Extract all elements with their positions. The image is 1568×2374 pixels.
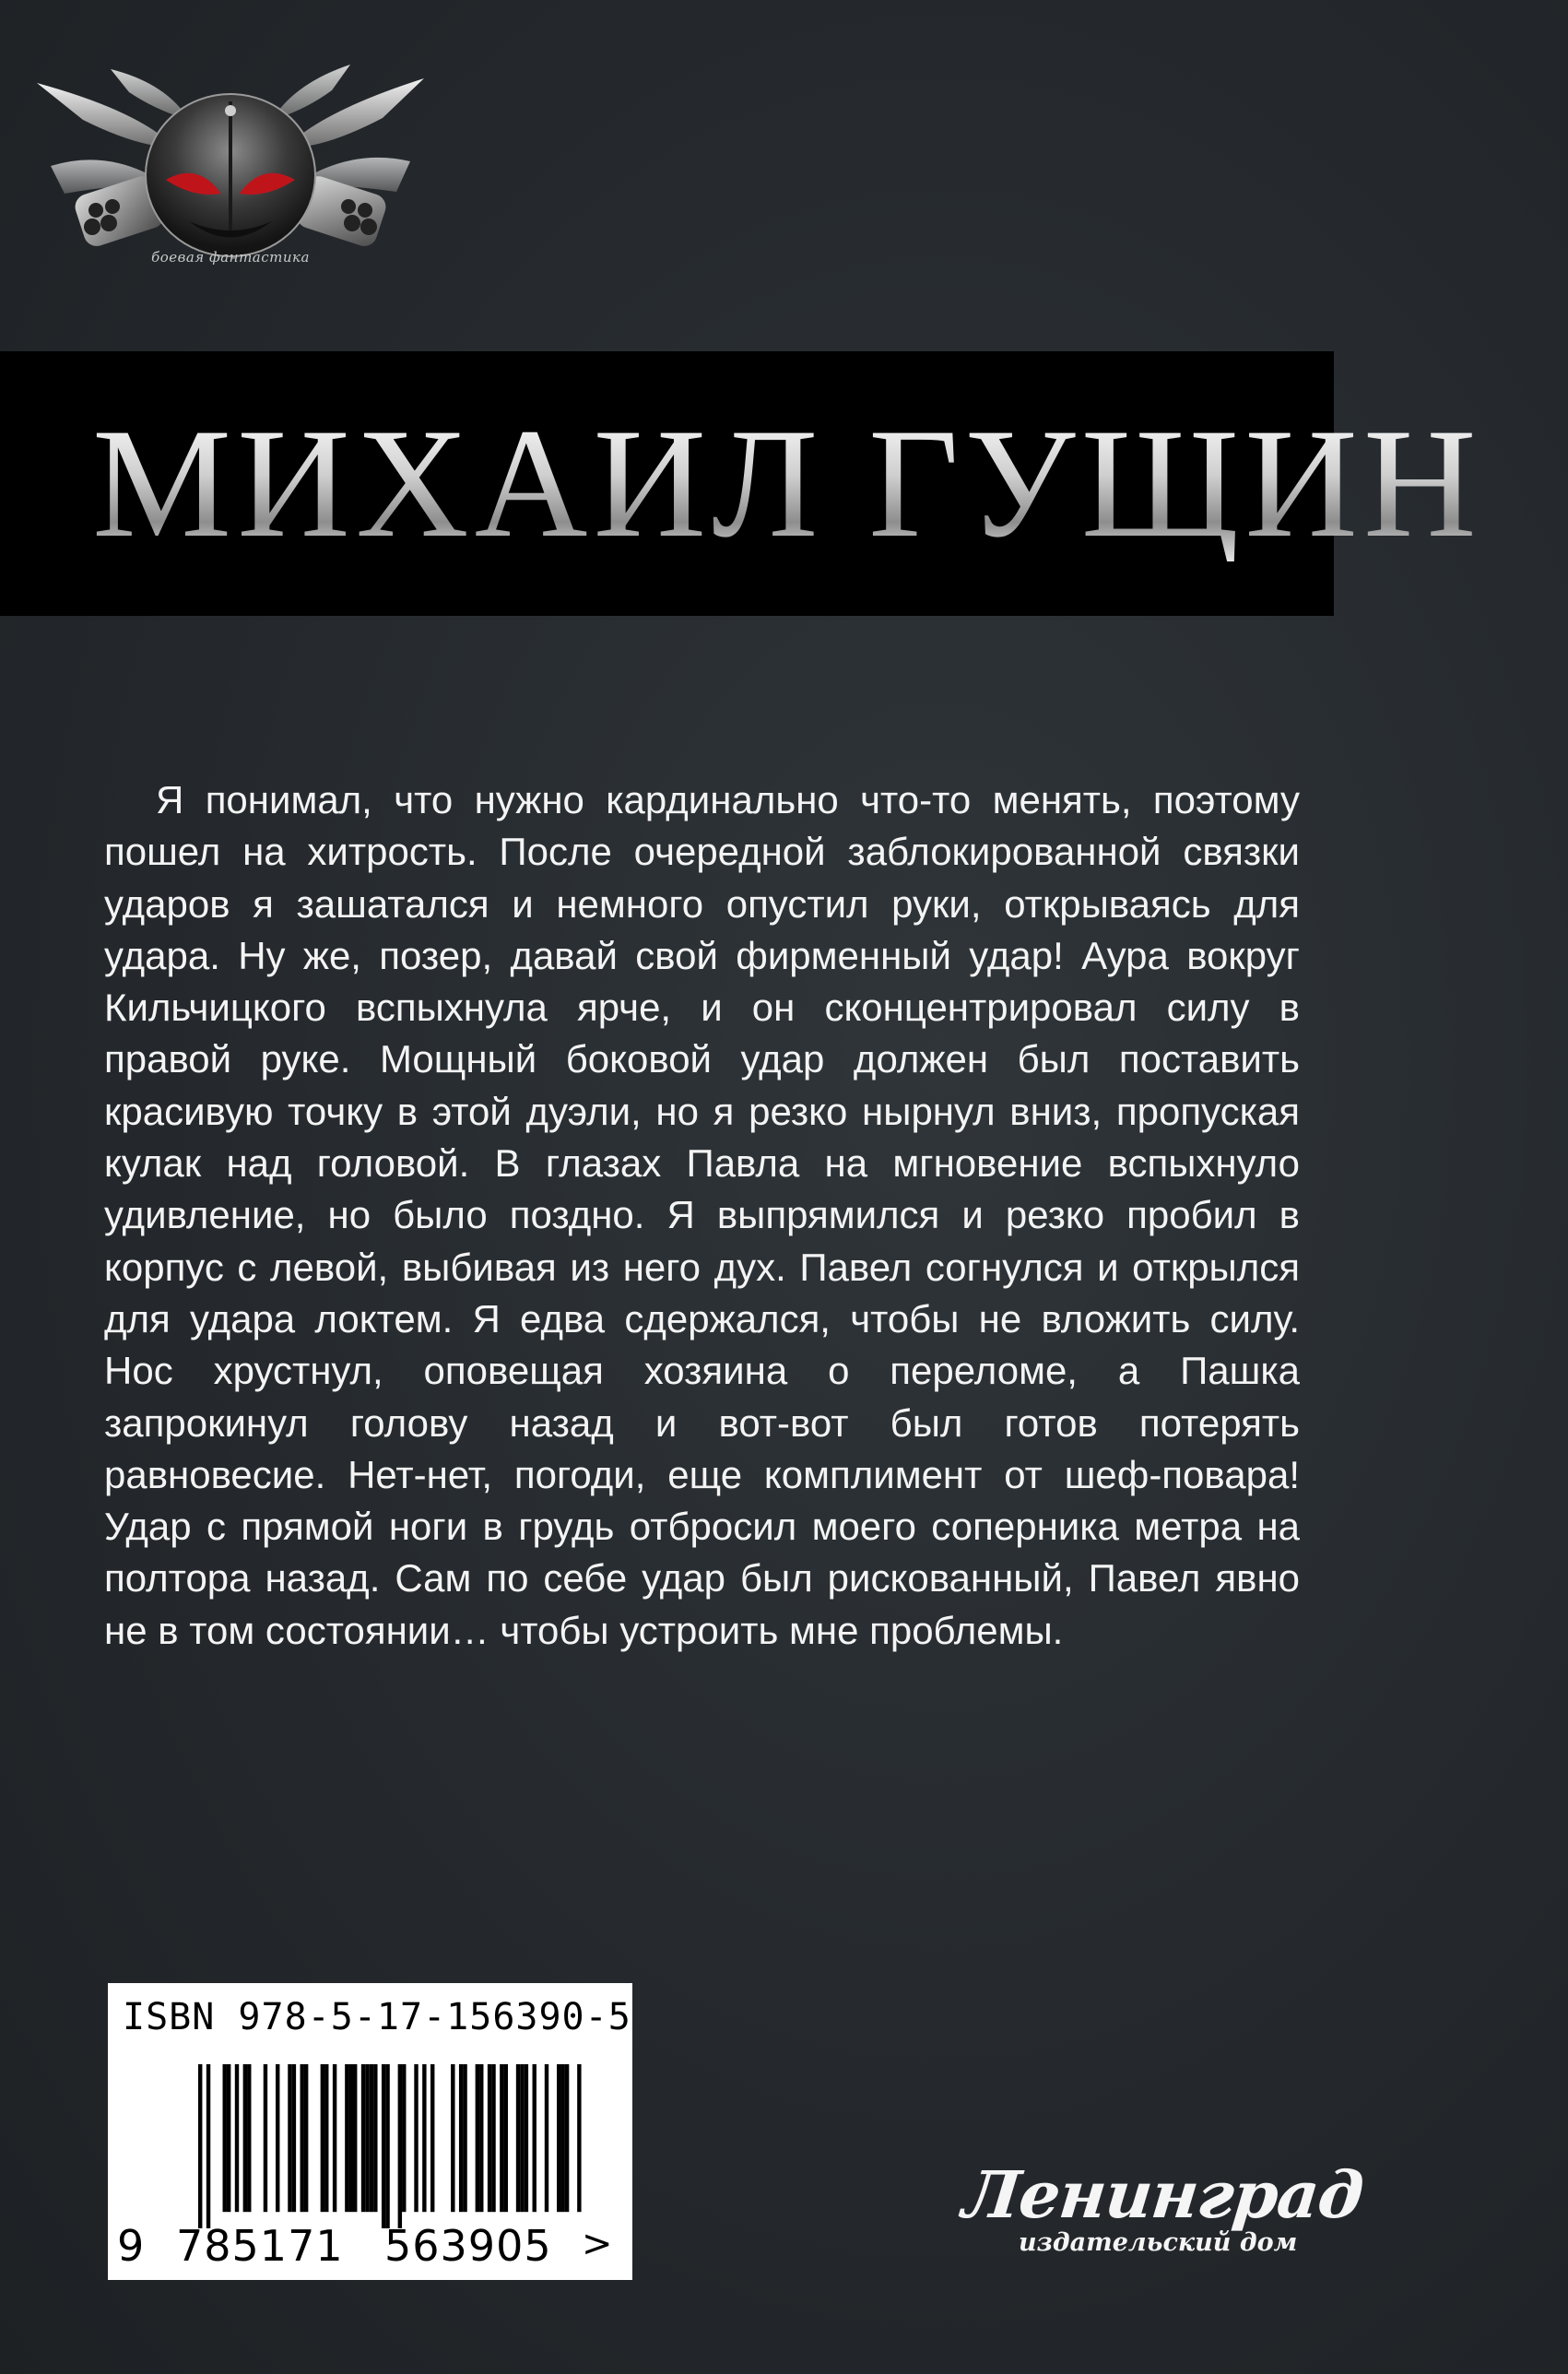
barcode-bar xyxy=(276,2064,279,2212)
barcode-digit-first: 9 xyxy=(117,2221,145,2271)
barcode-bar xyxy=(560,2064,564,2212)
barcode-bar xyxy=(565,2064,569,2212)
barcode-digits-right: 563905 xyxy=(384,2221,552,2271)
series-caption: боевая фантастика xyxy=(151,249,310,266)
barcode-digits-left: 785171 xyxy=(176,2221,344,2271)
barcode-bar xyxy=(398,2064,402,2228)
barcode-bar xyxy=(557,2064,560,2212)
armored-helmet-emblem-icon xyxy=(28,46,433,304)
barcode-bar xyxy=(491,2064,495,2212)
barcode-bar xyxy=(430,2064,434,2212)
barcode-bar xyxy=(349,2064,353,2212)
barcode-bar xyxy=(227,2064,230,2212)
barcode-bar xyxy=(198,2064,202,2228)
barcode-bar xyxy=(235,2064,239,2212)
barcode-bar xyxy=(264,2064,267,2212)
barcode-bar xyxy=(533,2064,536,2212)
barcode-bar xyxy=(324,2064,328,2212)
barcode-bar xyxy=(500,2064,503,2212)
barcode-icon xyxy=(198,2064,585,2228)
barcode-bar xyxy=(373,2064,377,2212)
barcode-arrow: > xyxy=(582,2223,613,2265)
barcode-bar xyxy=(479,2064,483,2212)
barcode-bar xyxy=(243,2064,247,2212)
barcode-bar xyxy=(292,2064,296,2212)
author-name: МИХАИЛ ГУЩИН xyxy=(92,396,1482,570)
barcode-bar xyxy=(463,2064,466,2212)
barcode-bar xyxy=(414,2064,418,2212)
author-band xyxy=(0,351,1482,616)
barcode-bar xyxy=(304,2064,308,2212)
barcode-bar xyxy=(365,2064,369,2212)
barcode-bar xyxy=(321,2064,324,2212)
barcode-bar xyxy=(422,2064,426,2212)
barcode-bar xyxy=(206,2064,210,2228)
barcode-bar xyxy=(504,2064,508,2212)
publisher-logo xyxy=(959,2156,1367,2273)
barcode-bar xyxy=(301,2064,304,2212)
barcode-bar xyxy=(353,2064,357,2212)
series-emblem xyxy=(28,46,433,304)
barcode-bar xyxy=(361,2064,365,2212)
barcode-bar xyxy=(577,2064,581,2212)
barcode-bar xyxy=(333,2064,336,2212)
barcode-bar xyxy=(476,2064,479,2212)
barcode-bar xyxy=(385,2064,389,2228)
barcode-bar xyxy=(223,2064,227,2212)
barcode-bar xyxy=(402,2064,406,2212)
isbn-barcode-box xyxy=(108,1983,632,2280)
barcode-bar xyxy=(345,2064,348,2212)
barcode-bar xyxy=(516,2064,520,2212)
barcode-bar xyxy=(451,2064,454,2212)
barcode-bar xyxy=(370,2064,373,2212)
publisher-name: Ленинград xyxy=(959,2156,1367,2233)
barcode-bar xyxy=(459,2064,463,2212)
barcode-bar xyxy=(520,2064,524,2212)
isbn-label: ISBN 978-5-17-156390-5 xyxy=(123,1996,631,2038)
barcode-bar xyxy=(247,2064,251,2212)
barcode-bar xyxy=(382,2064,385,2228)
blurb-text: Я понимал, что нужно кардинально что-то менять, поэтому пошел на хитрость. После очередной заблокированной связки ударов я зашатался и немного опустил руки, открываясь для удара. Ну же, позер, давай свой фирменный удар! Аура вокруг Кильчицкого вспыхнула ярче, и он сконцентрировал силу в правой руке. Мощный боковой удар должен был поставить красивую точку в этой дуэли, но я резко нырнул вниз, пропуская кулак над головой. В глазах Павла на мгновение вспыхнуло удивление, но было поздно. Я выпрямился и резко пробил в корпус с левой, выбивая из него дух. Павел согнулся и открылся для удара локтем. Я едва сдержался, чтобы не вложить силу. Нос хрустнул, оповещая хозяина о переломе, а Пашка запрокинул голову назад и вот-вот был готов потерять равновесие. Нет-нет, погоди, еще комплимент от шеф-повара! Удар с прямой ноги в грудь отбросил моего соперника метра на полтора назад. Сам по себе удар был рискованный, Павел явно не в том состоянии… чтобы устроить мне проблемы. xyxy=(104,778,1300,1652)
barcode-bar xyxy=(288,2064,291,2212)
barcode-bar xyxy=(545,2064,548,2212)
publisher-subtitle: издательский дом xyxy=(1019,2228,1298,2257)
barcode-bar xyxy=(525,2064,528,2212)
barcode-bar xyxy=(488,2064,491,2212)
